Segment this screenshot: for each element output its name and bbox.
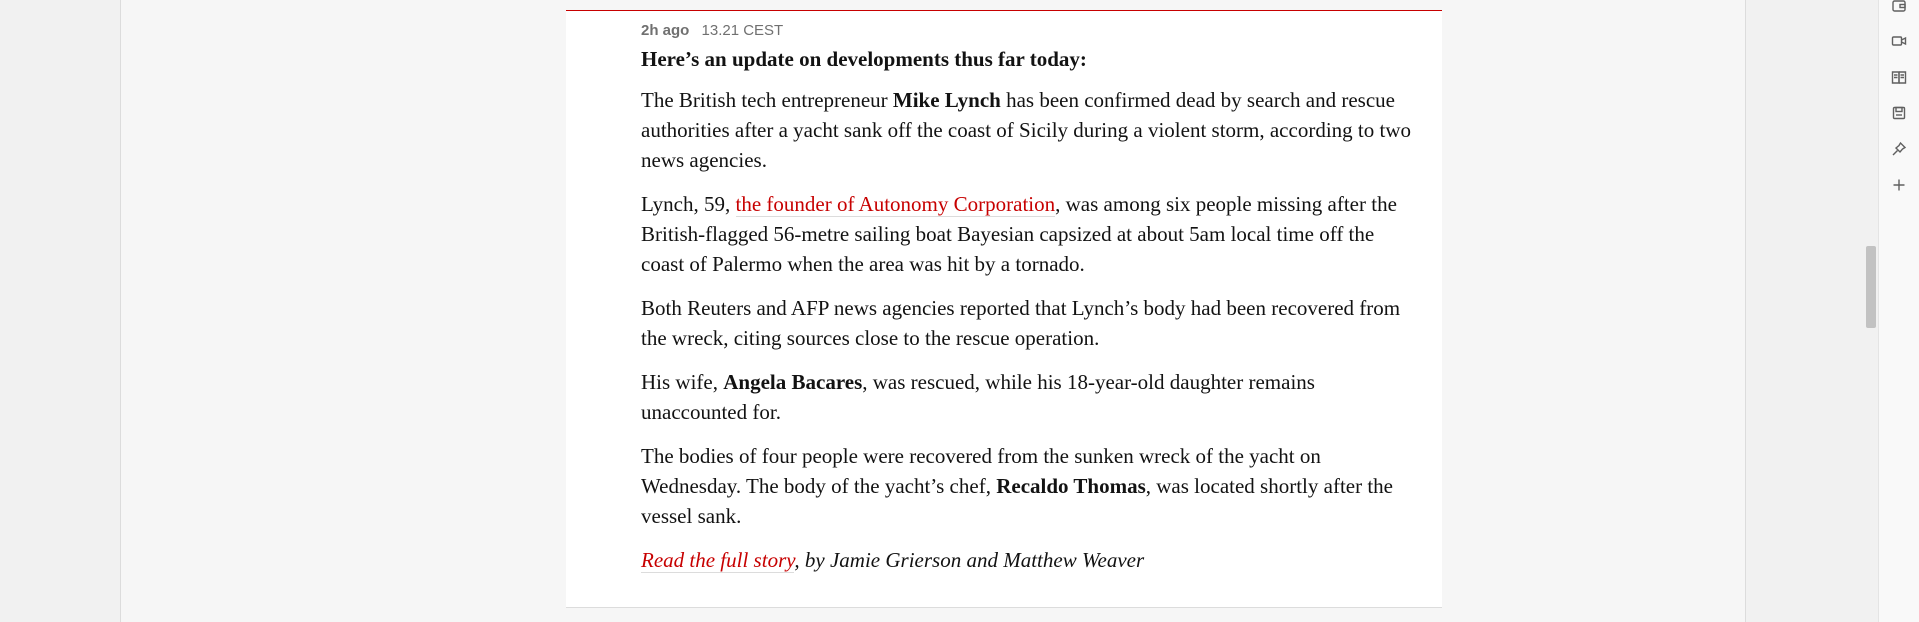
wallet-icon[interactable]: [1889, 0, 1909, 16]
block-headline: Here’s an update on developments thus far today:: [641, 47, 1087, 71]
bold-name: Mike Lynch: [892, 88, 1001, 112]
paragraph-5: The bodies of four people were recovered from the sunken wreck of the yacht on Wednesday. The body of the yacht’s chef, Recaldo Thomas, was located shortly after the vessel sank.: [641, 444, 1393, 528]
pin-icon[interactable]: [1889, 139, 1909, 159]
scrollbar-thumb[interactable]: [1866, 246, 1876, 328]
browser-side-rail: [1878, 0, 1919, 622]
add-icon[interactable]: [1889, 175, 1909, 195]
read-full-story-link[interactable]: Read the full story: [641, 548, 795, 572]
paragraph-3: Both Reuters and AFP news agencies reported that Lynch’s body had been recovered from the wreck, citing sources close to the rescue operation.: [641, 296, 1401, 350]
paragraph-4: His wife, Angela Bacares, was rescued, while his 18-year-old daughter remains unaccounted for.: [641, 370, 1315, 424]
bold-name: Angela Bacares: [723, 370, 863, 394]
timestamp: 13.21 CEST: [701, 22, 784, 39]
page-scrollbar[interactable]: [1864, 0, 1878, 622]
video-icon[interactable]: [1889, 31, 1909, 51]
reader-icon[interactable]: [1889, 67, 1909, 87]
live-blog-block: [566, 10, 1442, 608]
byline: Read the full story, by Jamie Grierson and Matthew Weaver: [641, 548, 1145, 572]
page-area: [120, 0, 1746, 622]
bold-name: Recaldo Thomas: [996, 474, 1146, 498]
block-meta: [641, 21, 1421, 41]
paragraph-1: The British tech entrepreneur Mike Lynch has been confirmed dead by search and rescue authorities after a yacht sank off the coast of Sicily during a violent storm, according to two news agencies.: [641, 88, 1411, 172]
time-ago[interactable]: 2h ago: [641, 22, 690, 39]
paragraph-2: Lynch, 59, the founder of Autonomy Corporation, was among six people missing after the British-flagged 56-metre sailing boat Bayesian capsized at about 5am local time off the coast of Palermo when the area was hit by a tornado.: [641, 192, 1397, 276]
block-content: [641, 21, 1421, 589]
autonomy-link[interactable]: the founder of Autonomy Corporation: [735, 192, 1056, 216]
save-icon[interactable]: [1889, 103, 1909, 123]
